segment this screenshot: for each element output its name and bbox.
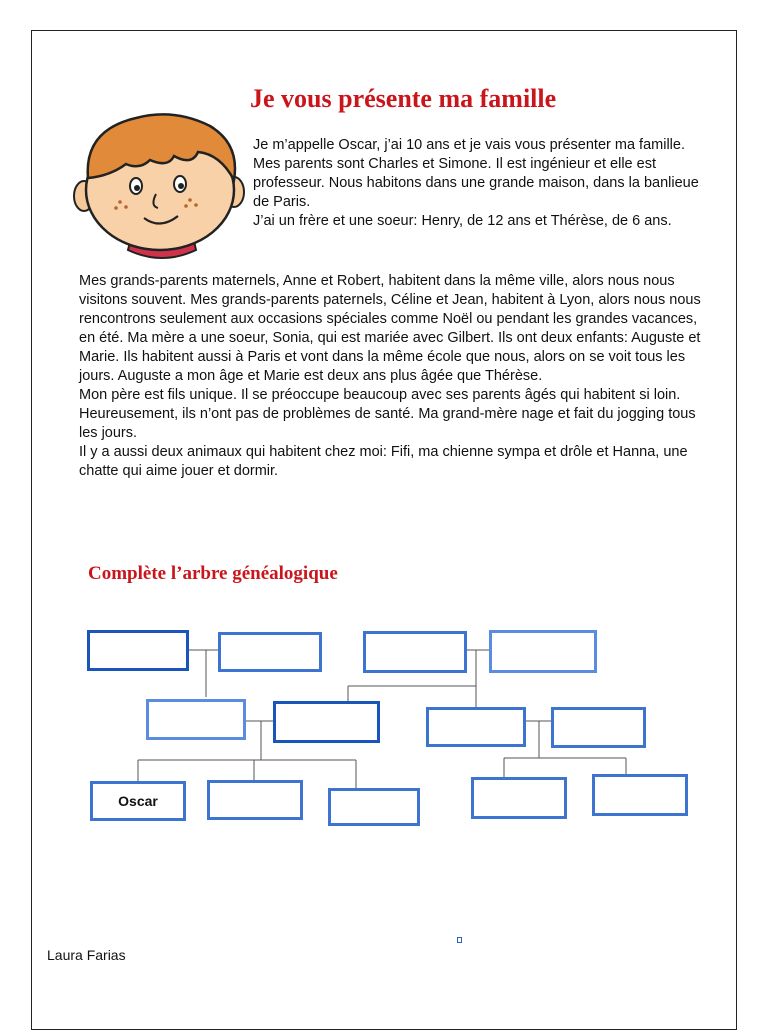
tree-box-sibling-2[interactable] bbox=[328, 788, 420, 826]
author-name: Laura Farias bbox=[47, 947, 126, 963]
tree-box-maternal-grandmother[interactable] bbox=[489, 630, 597, 673]
tree-box-cousin-2[interactable] bbox=[592, 774, 688, 816]
tree-box-father[interactable] bbox=[146, 699, 246, 740]
intro-paragraph: Mes parents sont Charles et Simone. Il est ingénieur et elle est professeur. Nous habitons dans une grande maison, dans la banlieue de Paris. bbox=[253, 156, 699, 210]
tree-box-paternal-grandfather[interactable] bbox=[87, 630, 189, 671]
intro-paragraph: Je m’appelle Oscar, j’ai 10 ans et je vais vous présenter ma famille. bbox=[253, 137, 685, 153]
tree-box-oscar bbox=[90, 781, 186, 821]
small-square-mark bbox=[457, 937, 462, 943]
exercise-title: Complète l’arbre généalogique bbox=[88, 563, 338, 584]
body-paragraph: Mon père est fils unique. Il se préoccupe beaucoup avec ses parents âgés qui habitent si loin. Heureusement, ils n’ont pas de problèmes de santé. Ma grand-mère nage et fait du jogging tous les jours. bbox=[79, 387, 696, 441]
tree-box-label: Oscar bbox=[118, 793, 158, 809]
tree-box-maternal-grandfather[interactable] bbox=[363, 631, 467, 673]
tree-box-mother[interactable] bbox=[273, 701, 380, 743]
body-paragraph: Mes grands-parents maternels, Anne et Robert, habitent dans la même ville, alors nous nous visitons souvent. Mes grands-parents paternels, Céline et Jean, habitent à Lyon, alors nous nous rencontrons seulement aux occasions spéciales comme Noël ou pendant les grandes vacances, en été. Ma mère a une soeur, Sonia, qui est mariée avec Gilbert. Ils ont deux enfants: Auguste et Marie. Ils habitent aussi à Paris et vont dans la même école que nous, alors on se voit tous les jours. Auguste a mon âge et Marie est deux ans plus âgée que Thérèse. bbox=[79, 273, 701, 384]
tree-box-paternal-grandmother[interactable] bbox=[218, 632, 322, 672]
tree-box-sibling-1[interactable] bbox=[207, 780, 303, 820]
tree-box-cousin-1[interactable] bbox=[471, 777, 567, 819]
tree-box-aunt[interactable] bbox=[426, 707, 526, 747]
body-paragraph: Il y a aussi deux animaux qui habitent chez moi: Fifi, ma chienne sympa et drôle et Hanna, une chatte qui aime jouer et dormir. bbox=[79, 444, 688, 479]
page-title: Je vous présente ma famille bbox=[250, 84, 557, 113]
tree-box-uncle[interactable] bbox=[551, 707, 646, 748]
intro-paragraph: J’ai un frère et une soeur: Henry, de 12 ans et Thérèse, de 6 ans. bbox=[253, 213, 672, 229]
